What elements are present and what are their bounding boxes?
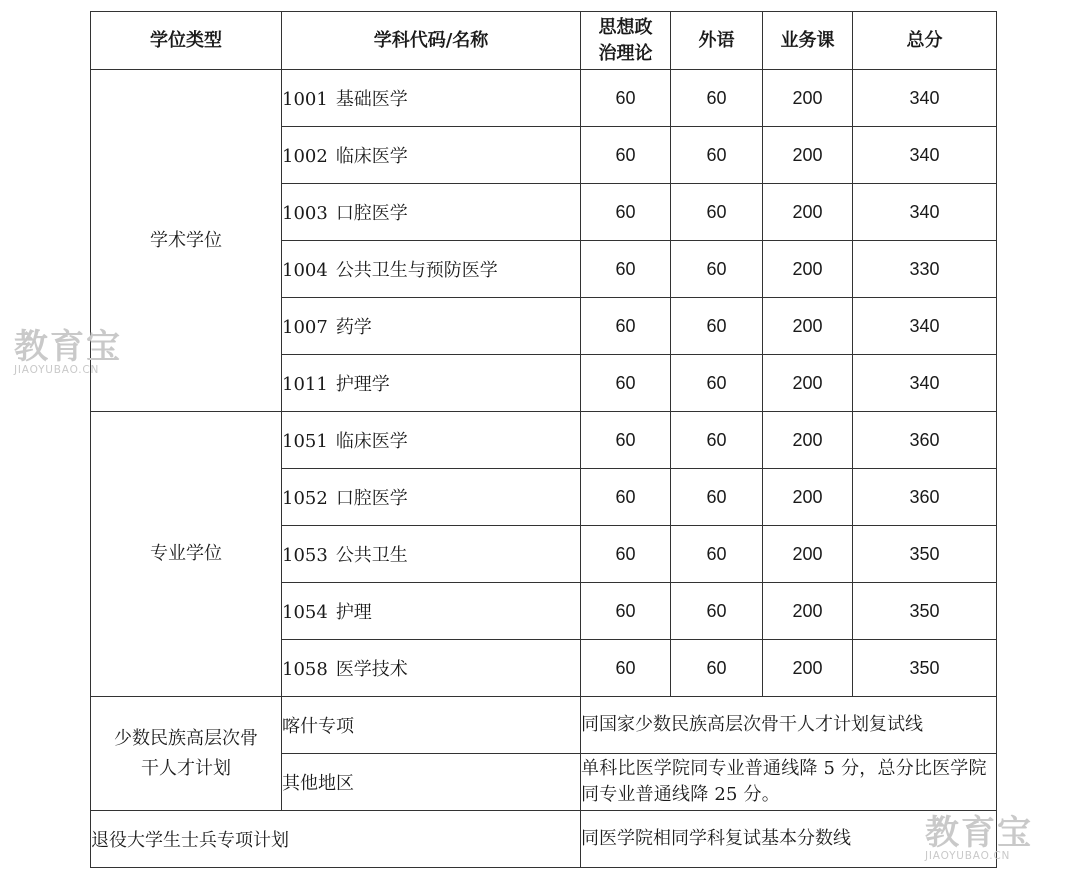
politics-score: 60 xyxy=(581,298,671,355)
header-major-course: 业务课 xyxy=(763,12,853,70)
minority-plan-type: 少数民族高层次骨 干人才计划 xyxy=(91,697,282,811)
foreign-score: 60 xyxy=(671,412,763,469)
subject-code: 1051 xyxy=(282,431,328,452)
header-total: 总分 xyxy=(853,12,997,70)
foreign-score: 60 xyxy=(671,583,763,640)
politics-score: 60 xyxy=(581,469,671,526)
subject-code: 1004 xyxy=(282,260,328,281)
politics-score: 60 xyxy=(581,583,671,640)
major-score: 200 xyxy=(763,70,853,127)
foreign-score: 60 xyxy=(671,526,763,583)
politics-score: 60 xyxy=(581,127,671,184)
foreign-score: 60 xyxy=(671,127,763,184)
table-row xyxy=(91,697,997,754)
major-score: 200 xyxy=(763,469,853,526)
subject-code: 1001 xyxy=(282,89,328,110)
subject-name: 临床医学 xyxy=(335,431,408,452)
header-degree-type: 学位类型 xyxy=(91,12,282,70)
minority-region: 喀什专项 xyxy=(282,697,581,754)
subject-name: 公共卫生 xyxy=(335,545,408,566)
major-score: 200 xyxy=(763,640,853,697)
total-score: 340 xyxy=(853,127,997,184)
politics-score: 60 xyxy=(581,412,671,469)
minority-rule: 单科比医学院同专业普通线降 5 分，总分比医学院同专业普通线降 25 分。 xyxy=(581,754,997,811)
total-score: 330 xyxy=(853,241,997,298)
total-score: 340 xyxy=(853,298,997,355)
subject-cell xyxy=(282,640,581,697)
subject-name: 基础医学 xyxy=(335,89,408,110)
major-score: 200 xyxy=(763,127,853,184)
major-score: 200 xyxy=(763,355,853,412)
subject-name: 临床医学 xyxy=(335,146,408,167)
subject-cell xyxy=(282,412,581,469)
total-score: 360 xyxy=(853,412,997,469)
subject-cell xyxy=(282,127,581,184)
subject-name: 医学技术 xyxy=(335,659,408,680)
header-foreign-language: 外语 xyxy=(671,12,763,70)
major-score: 200 xyxy=(763,583,853,640)
major-score: 200 xyxy=(763,241,853,298)
watermark-brand: 教育宝 xyxy=(925,813,1033,853)
politics-score: 60 xyxy=(581,355,671,412)
major-score: 200 xyxy=(763,298,853,355)
politics-score: 60 xyxy=(581,241,671,298)
politics-score: 60 xyxy=(581,640,671,697)
politics-score: 60 xyxy=(581,526,671,583)
total-score: 340 xyxy=(853,70,997,127)
major-score: 200 xyxy=(763,184,853,241)
total-score: 360 xyxy=(853,469,997,526)
subject-name: 口腔医学 xyxy=(335,203,408,224)
total-score: 350 xyxy=(853,526,997,583)
foreign-score: 60 xyxy=(671,298,763,355)
minority-region: 其他地区 xyxy=(282,754,581,811)
foreign-score: 60 xyxy=(671,241,763,298)
subject-name: 药学 xyxy=(335,317,372,338)
subject-cell xyxy=(282,70,581,127)
total-score: 340 xyxy=(853,184,997,241)
total-score: 350 xyxy=(853,640,997,697)
subject-cell xyxy=(282,469,581,526)
watermark-brand: 教育宝 xyxy=(14,327,122,367)
major-score: 200 xyxy=(763,526,853,583)
subject-cell xyxy=(282,184,581,241)
politics-score: 60 xyxy=(581,70,671,127)
subject-code: 1003 xyxy=(282,203,328,224)
subject-name: 口腔医学 xyxy=(335,488,408,509)
watermark-site: JIAOYUBAO.CN xyxy=(925,850,1011,862)
header-politics: 思想政 治理论 xyxy=(581,12,671,70)
table-row xyxy=(91,412,997,469)
minority-rule: 同国家少数民族高层次骨干人才计划复试线 xyxy=(581,697,997,754)
subject-name: 护理 xyxy=(335,602,372,623)
subject-cell xyxy=(282,526,581,583)
veteran-plan-type: 退役大学生士兵专项计划 xyxy=(91,811,581,868)
total-score: 340 xyxy=(853,355,997,412)
subject-cell xyxy=(282,298,581,355)
foreign-score: 60 xyxy=(671,70,763,127)
subject-name: 护理学 xyxy=(335,374,390,395)
watermark-site: JIAOYUBAO.CN xyxy=(14,364,100,376)
foreign-score: 60 xyxy=(671,640,763,697)
foreign-score: 60 xyxy=(671,184,763,241)
subject-code: 1011 xyxy=(282,374,328,395)
header-row xyxy=(91,12,997,70)
subject-code: 1052 xyxy=(282,488,328,509)
subject-cell xyxy=(282,355,581,412)
table-row xyxy=(91,811,997,868)
subject-code: 1007 xyxy=(282,317,328,338)
subject-code: 1053 xyxy=(282,545,328,566)
header-subject: 学科代码/名称 xyxy=(282,12,581,70)
subject-code: 1058 xyxy=(282,659,328,680)
subject-code: 1054 xyxy=(282,602,328,623)
veteran-rule: 同医学院相同学科复试基本分数线 xyxy=(581,811,997,868)
subject-code: 1002 xyxy=(282,146,328,167)
subject-cell xyxy=(282,241,581,298)
subject-cell xyxy=(282,583,581,640)
foreign-score: 60 xyxy=(671,355,763,412)
major-score: 200 xyxy=(763,412,853,469)
politics-score: 60 xyxy=(581,184,671,241)
total-score: 350 xyxy=(853,583,997,640)
foreign-score: 60 xyxy=(671,469,763,526)
degree-type-academic: 学术学位 xyxy=(91,70,282,412)
subject-name: 公共卫生与预防医学 xyxy=(335,260,498,281)
score-table xyxy=(90,11,997,868)
table-row xyxy=(91,70,997,127)
degree-type-professional: 专业学位 xyxy=(91,412,282,697)
